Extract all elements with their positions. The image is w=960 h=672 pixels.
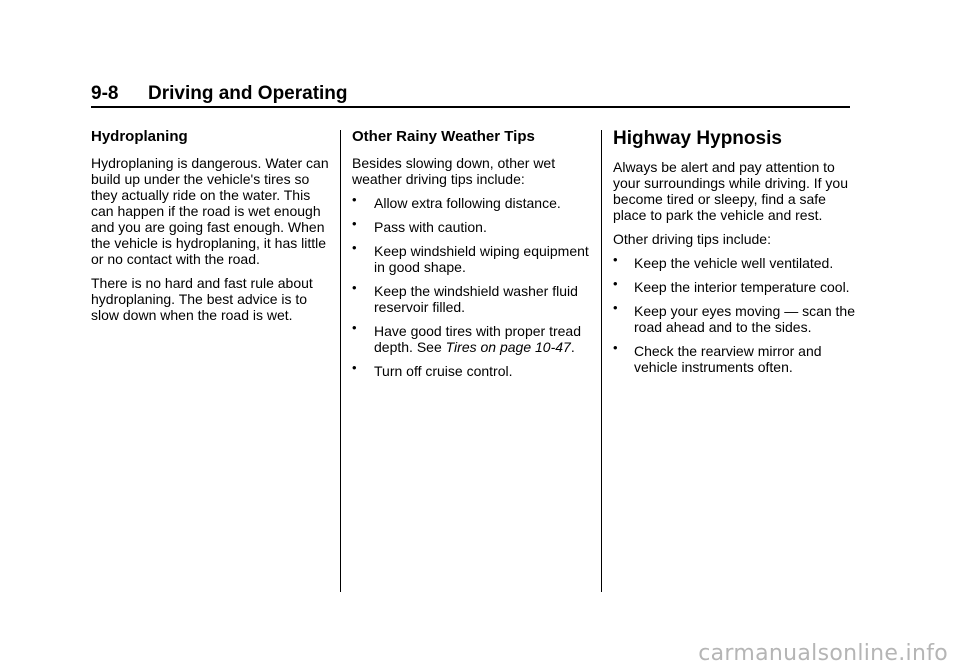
tips-list — [352, 192, 592, 379]
paragraph: Always be alert and pay attention to your surroundings while driving. If you become tired or sleepy, find a safe place to park the vehicle and rest. — [613, 159, 849, 223]
page-header — [91, 82, 850, 108]
list-item — [613, 276, 858, 295]
cross-reference-link[interactable]: Tires on page 10-47 — [445, 339, 571, 355]
list-item-text: Turn off cruise control. — [374, 363, 513, 379]
list-item — [613, 300, 858, 335]
list-item — [352, 216, 592, 235]
list-item-text: Keep windshield wiping equipment in good shape. — [374, 243, 589, 275]
section-title: Driving and Operating — [148, 83, 348, 104]
tips-list — [613, 252, 858, 375]
bullet-icon: • — [613, 276, 618, 291]
bullet-icon: • — [613, 340, 618, 355]
section-heading: Highway Hypnosis — [613, 128, 782, 149]
list-item-text: Keep the interior temperature cool. — [634, 279, 850, 295]
bullet-icon: • — [352, 192, 357, 207]
page-number: 9-8 — [91, 83, 119, 104]
column-highway-hypnosis — [613, 128, 858, 383]
column-rainy-weather — [352, 128, 592, 387]
paragraph: There is no hard and fast rule about hydroplaning. The best advice is to slow down when the road is wet. — [91, 275, 313, 323]
punctuation: . — [570, 339, 575, 355]
bullet-icon: • — [352, 360, 357, 375]
list-item-text: Pass with caution. — [374, 219, 487, 235]
list-item-text: Keep the vehicle well ventilated. — [634, 255, 834, 271]
paragraph: Hydroplaning is dangerous. Water can build up under the vehicle's tires so they actually ride on the water. This can happen if the road is wet enough and you are going fast enough. When the vehicle is hydroplaning, it has little or no contact with the road. — [91, 155, 329, 267]
bullet-icon: • — [352, 320, 357, 335]
section-heading: Hydroplaning — [91, 128, 188, 145]
paragraph: Besides slowing down, other wet weather driving tips include: — [352, 155, 556, 187]
bullet-icon: • — [613, 252, 618, 267]
bullet-icon: • — [352, 240, 357, 255]
list-item-text: Keep your eyes moving — scan the road ahead and to the sides. — [634, 303, 856, 335]
list-item-text: Allow extra following distance. — [374, 195, 561, 211]
list-item — [352, 280, 592, 315]
list-item-text: Have good tires with proper tread depth. See — [374, 323, 581, 355]
section-heading: Other Rainy Weather Tips — [352, 128, 535, 145]
column-hydroplaning — [91, 128, 331, 331]
paragraph: Other driving tips include: — [613, 231, 771, 247]
list-item — [613, 252, 858, 271]
list-item-text: Check the rearview mirror and vehicle instruments often. — [634, 343, 822, 375]
column-divider — [601, 130, 602, 592]
watermark: carmanualsonline.info — [698, 641, 948, 666]
list-item — [613, 340, 858, 375]
list-item — [352, 192, 592, 211]
bullet-icon: • — [352, 280, 357, 295]
list-item-text: Keep the windshield washer fluid reservoir filled. — [374, 283, 578, 315]
bullet-icon: • — [613, 300, 618, 315]
column-divider — [340, 130, 341, 592]
list-item — [352, 240, 592, 275]
bullet-icon: • — [352, 216, 357, 231]
list-item — [352, 320, 592, 355]
list-item — [352, 360, 592, 379]
